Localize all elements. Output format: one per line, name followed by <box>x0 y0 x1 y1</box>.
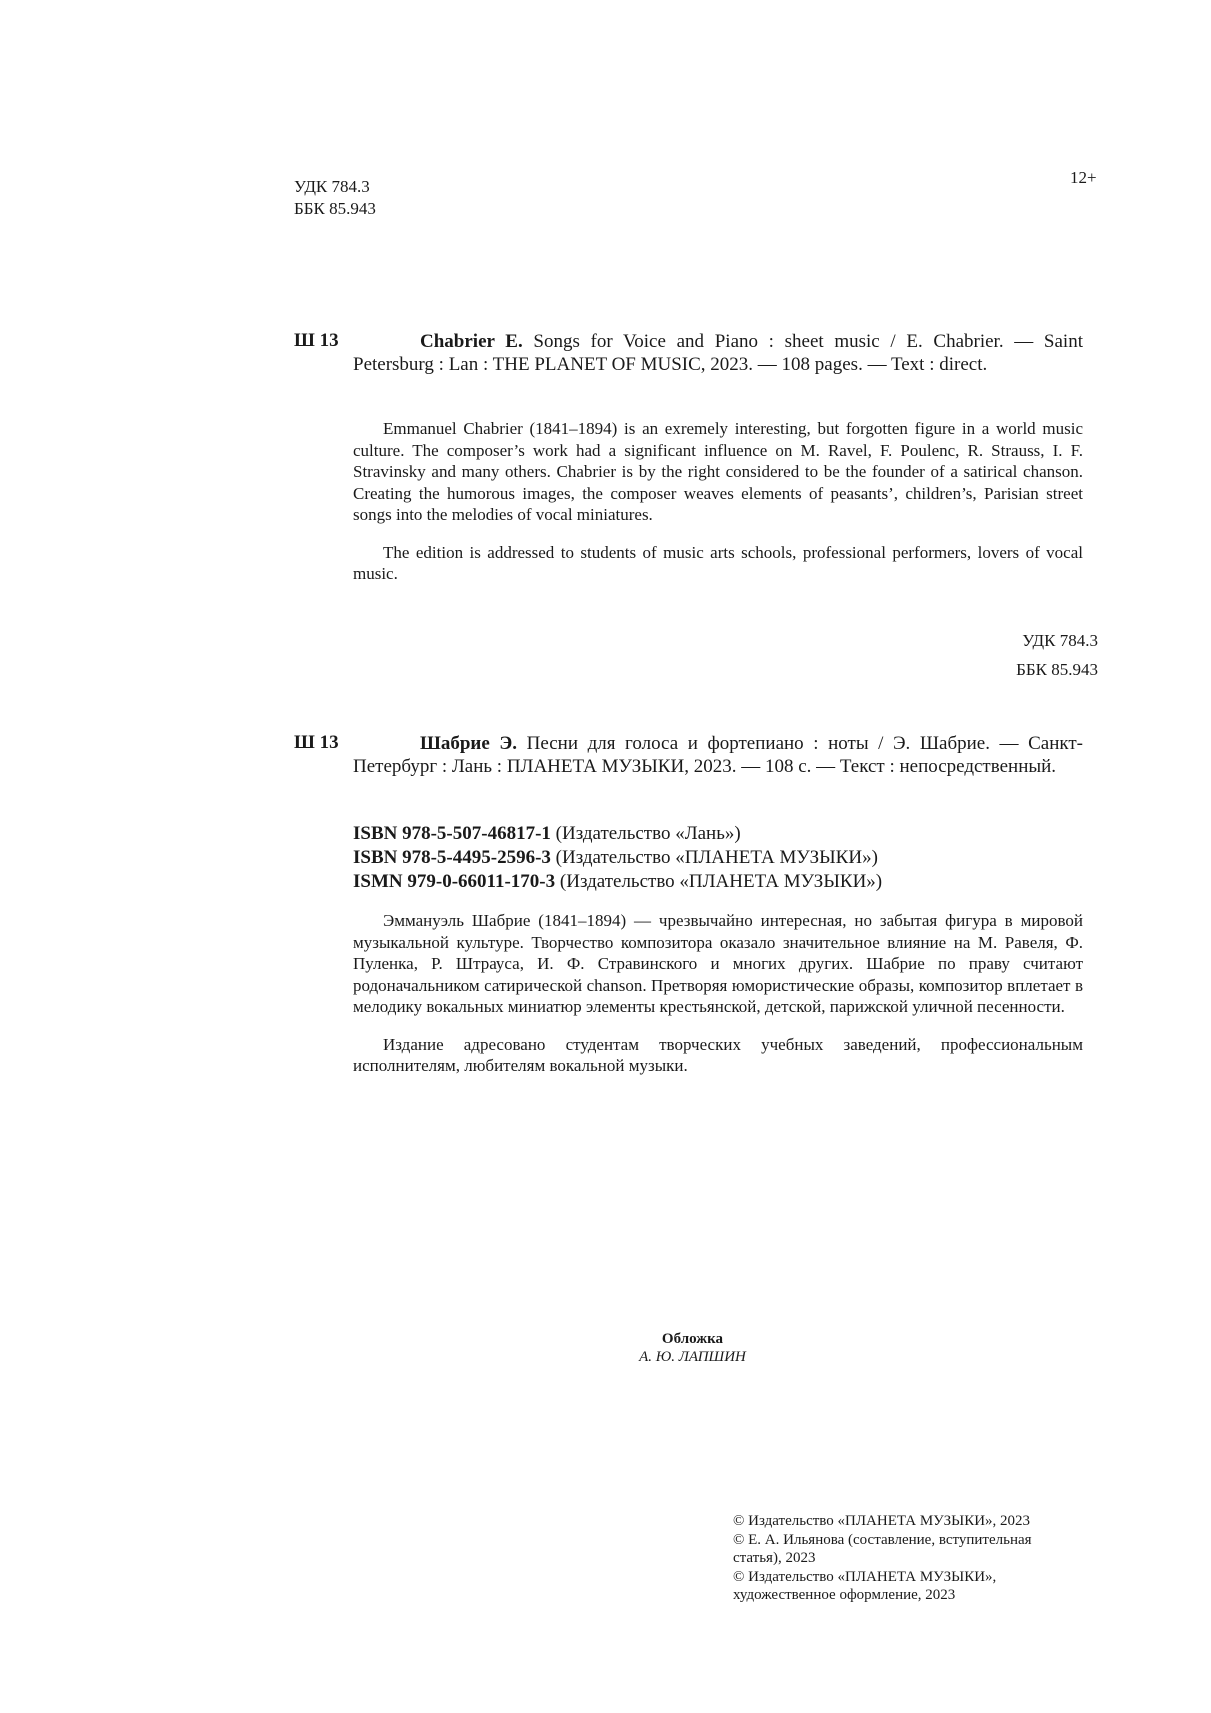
author-ru: Шабрие Э. <box>420 733 518 754</box>
entry-code-en: Ш 13 <box>294 330 339 351</box>
description-en: Songs for Voice and Piano : sheet music / E. Chabrier. — Saint Petersburg : Lan : THE PLANET OF MUSIC, 2023. — 108 pages. — Text : direct. <box>353 331 1083 375</box>
cover-credit <box>0 1330 1211 1366</box>
annotation-en-paragraph-1: Emmanuel Chabrier (1841–1894) is an exremely interesting, but forgotten figure in a world music culture. The composer’s work had a significant influence on M. Ravel, F. Poulenc, R. Strauss, I. F. Stravinsky and many others. Chabrier is by the right considered to be the founder of a satirical chanson. Creating the humorous images, the composer weaves elements of peasants’, children’s, Parisian street songs into the melodies of vocal miniatures. <box>353 419 1083 524</box>
annotation-en <box>353 418 1083 585</box>
isbn-line <box>353 846 1083 870</box>
bbk-code: ББК 85.943 <box>294 199 376 218</box>
bibliographic-entry-en <box>353 330 1083 376</box>
middle-bbk-code: ББК 85.943 <box>1016 660 1098 679</box>
copyright-block <box>733 1512 1073 1605</box>
top-classification <box>294 176 376 220</box>
entry-code-ru: Ш 13 <box>294 732 339 753</box>
bibliographic-entry-ru <box>353 732 1083 778</box>
annotation-ru-paragraph-1: Эммануэль Шабрие (1841–1894) — чрезвычайно интересная, но забытая фигура в мировой музыкальной культуре. Творчество композитора оказало значительное влияние на М. Равеля, Ф. Пуленка, Р. Штрауса, И. Ф. Стравинского и многих других. Шабрие по праву считают родоначальником сатирической chanson. Претворяя юмористические образы, композитор вплетает в мелодику вокальных миниатюр элементы крестьянской, детской, парижской уличной песенности. <box>353 911 1083 1016</box>
isbn-publisher: (Издательство «Лань») <box>550 823 741 844</box>
isbn-number: ISBN 978-5-4495-2596-3 <box>353 847 551 868</box>
isbn-number: ISBN 978-5-507-46817-1 <box>353 823 551 844</box>
udk-code: УДК 784.3 <box>294 177 370 196</box>
copyright-line: © Е. А. Ильянова (составление, вступительная статья), 2023 <box>733 1531 1032 1566</box>
annotation-ru <box>353 910 1083 1077</box>
isbn-list <box>353 822 1083 894</box>
ismn-publisher: (Издательство «ПЛАНЕТА МУЗЫКИ») <box>555 871 883 892</box>
description-ru: Песни для голоса и фортепиано : ноты / Э. Шабрие. — Санкт-Петербург : Лань : ПЛАНЕТА МУЗЫКИ, 2023. — 108 с. — Текст : непосредственный. <box>353 733 1084 777</box>
age-rating: 12+ <box>1070 168 1097 187</box>
copyright-line: © Издательство «ПЛАНЕТА МУЗЫКИ», художественное оформление, 2023 <box>733 1568 997 1603</box>
annotation-ru-paragraph-2: Издание адресовано студентам творческих учебных заведений, профессиональным исполнителям, любителям вокальной музыки. <box>353 1034 1083 1075</box>
author-en: Chabrier E. <box>420 331 523 352</box>
isbn-publisher: (Издательство «ПЛАНЕТА МУЗЫКИ») <box>550 847 878 868</box>
isbn-line <box>353 822 1083 846</box>
annotation-en-paragraph-2: The edition is addressed to students of music arts schools, professional performers, lovers of vocal music. <box>353 542 1083 583</box>
copyright-line: © Издательство «ПЛАНЕТА МУЗЫКИ», 2023 <box>733 1513 1031 1529</box>
cover-label: Обложка <box>661 1331 724 1347</box>
cover-designer: А. Ю. ЛАПШИН <box>639 1349 746 1365</box>
ismn-number: ISMN 979-0-66011-170-3 <box>353 871 556 892</box>
ismn-line <box>353 870 1083 894</box>
middle-udk-code: УДК 784.3 <box>1022 631 1098 650</box>
